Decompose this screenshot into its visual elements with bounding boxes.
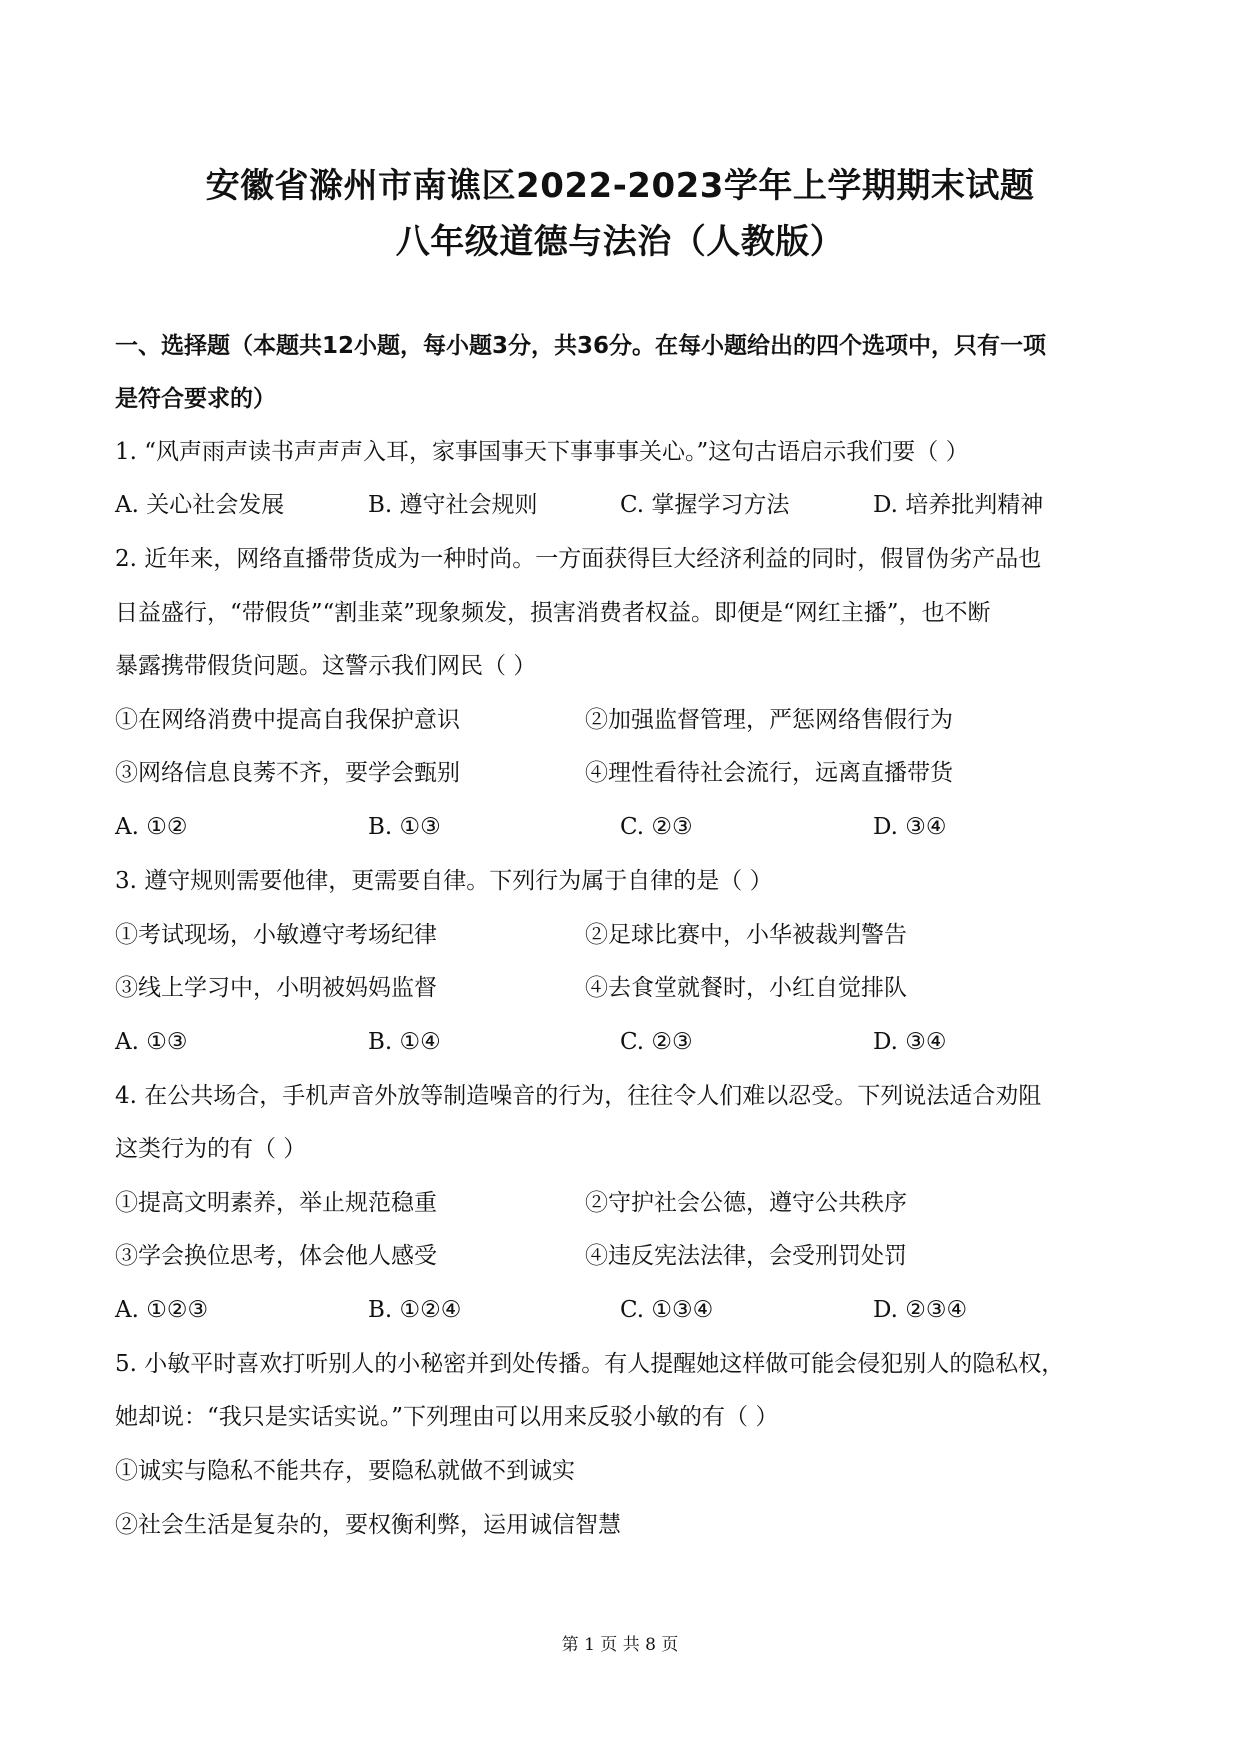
question-4-statement-4: ④违反宪法法律，会受刑罚处罚	[585, 1243, 907, 1269]
question-3-option-d: D. ③④	[873, 1029, 947, 1055]
question-2-stem-line-2: 日益盛行，“带假货”“割韭菜”现象频发，损害消费者权益。即便是“网红主播”，也不断	[115, 600, 991, 626]
question-2-option-b: B. ①③	[368, 814, 441, 840]
question-5-statement-2: ②社会生活是复杂的，要权衡利弊，运用诚信智慧	[115, 1512, 621, 1538]
question-4-statement-1: ①提高文明素养，举止规范稳重	[115, 1190, 437, 1216]
question-3-statement-4: ④去食堂就餐时，小红自觉排队	[585, 975, 907, 1001]
question-2-statement-2: ②加强监督管理，严惩网络售假行为	[585, 707, 953, 733]
question-2-option-c: C. ②③	[620, 814, 693, 840]
question-4-option-a: A. ①②③	[115, 1297, 209, 1323]
question-3-option-b: B. ①④	[368, 1029, 441, 1055]
question-2-option-d: D. ③④	[873, 814, 947, 840]
question-3-option-a: A. ①③	[115, 1029, 188, 1055]
question-2-stem-line-3: 暴露携带假货问题。这警示我们网民（ ）	[115, 653, 537, 679]
page-title: 安徽省滁州市南谯区2022-2023学年上学期期末试题	[205, 166, 1035, 206]
question-2-statement-4: ④理性看待社会流行，远离直播带货	[585, 760, 953, 786]
question-3-statement-3: ③线上学习中，小明被妈妈监督	[115, 975, 437, 1001]
question-2-stem-line-1: 2. 近年来，网络直播带货成为一种时尚。一方面获得巨大经济利益的同时，假冒伪劣产品也	[115, 546, 1042, 572]
question-2-option-a: A. ①②	[115, 814, 188, 840]
question-4-stem-line-2: 这类行为的有（ ）	[115, 1136, 307, 1162]
question-3-option-c: C. ②③	[620, 1029, 693, 1055]
question-2-statement-1: ①在网络消费中提高自我保护意识	[115, 707, 460, 733]
question-2-statement-3: ③网络信息良莠不齐，要学会甄别	[115, 760, 460, 786]
question-5-stem-line-2: 她却说：“我只是实话实说。”下列理由可以用来反驳小敏的有（ ）	[115, 1404, 779, 1430]
question-4-option-b: B. ①②④	[368, 1297, 462, 1323]
question-4-statement-2: ②守护社会公德，遵守公共秩序	[585, 1190, 907, 1216]
question-1-stem: 1. “风声雨声读书声声声入耳，家事国事天下事事事关心。”这句古语启示我们要（ ）	[115, 439, 969, 465]
question-5-stem-line-1: 5. 小敏平时喜欢打听别人的小秘密并到处传播。有人提醒她这样做可能会侵犯别人的隐私权，	[115, 1351, 1065, 1377]
question-1-option-c: C. 掌握学习方法	[620, 492, 790, 518]
question-3-statement-2: ②足球比赛中，小华被裁判警告	[585, 922, 907, 948]
question-5-statement-1: ①诚实与隐私不能共存，要隐私就做不到诚实	[115, 1458, 575, 1484]
question-4-option-d: D. ②③④	[873, 1297, 968, 1323]
question-4-stem-line-1: 4. 在公共场合，手机声音外放等制造噪音的行为，往往令人们难以忍受。下列说法适合劝阻	[115, 1083, 1042, 1109]
section-heading-line-2: 是符合要求的）	[115, 386, 276, 412]
question-3-stem: 3. 遵守规则需要他律，更需要自律。下列行为属于自律的是（ ）	[115, 868, 773, 894]
page-footer: 第 1 页 共 8 页	[561, 1635, 679, 1655]
question-4-option-c: C. ①③④	[620, 1297, 714, 1323]
question-1-option-d: D. 培养批判精神	[873, 492, 1044, 518]
question-1-option-a: A. 关心社会发展	[115, 492, 285, 518]
section-heading-line-1: 一、选择题（本题共12小题，每小题3分，共36分。在每小题给出的四个选项中，只有一项	[115, 333, 1047, 359]
question-4-statement-3: ③学会换位思考，体会他人感受	[115, 1243, 437, 1269]
question-3-statement-1: ①考试现场，小敏遵守考场纪律	[115, 922, 437, 948]
page-subtitle: 八年级道德与法治（人教版）	[395, 222, 845, 262]
question-1-option-b: B. 遵守社会规则	[368, 492, 538, 518]
